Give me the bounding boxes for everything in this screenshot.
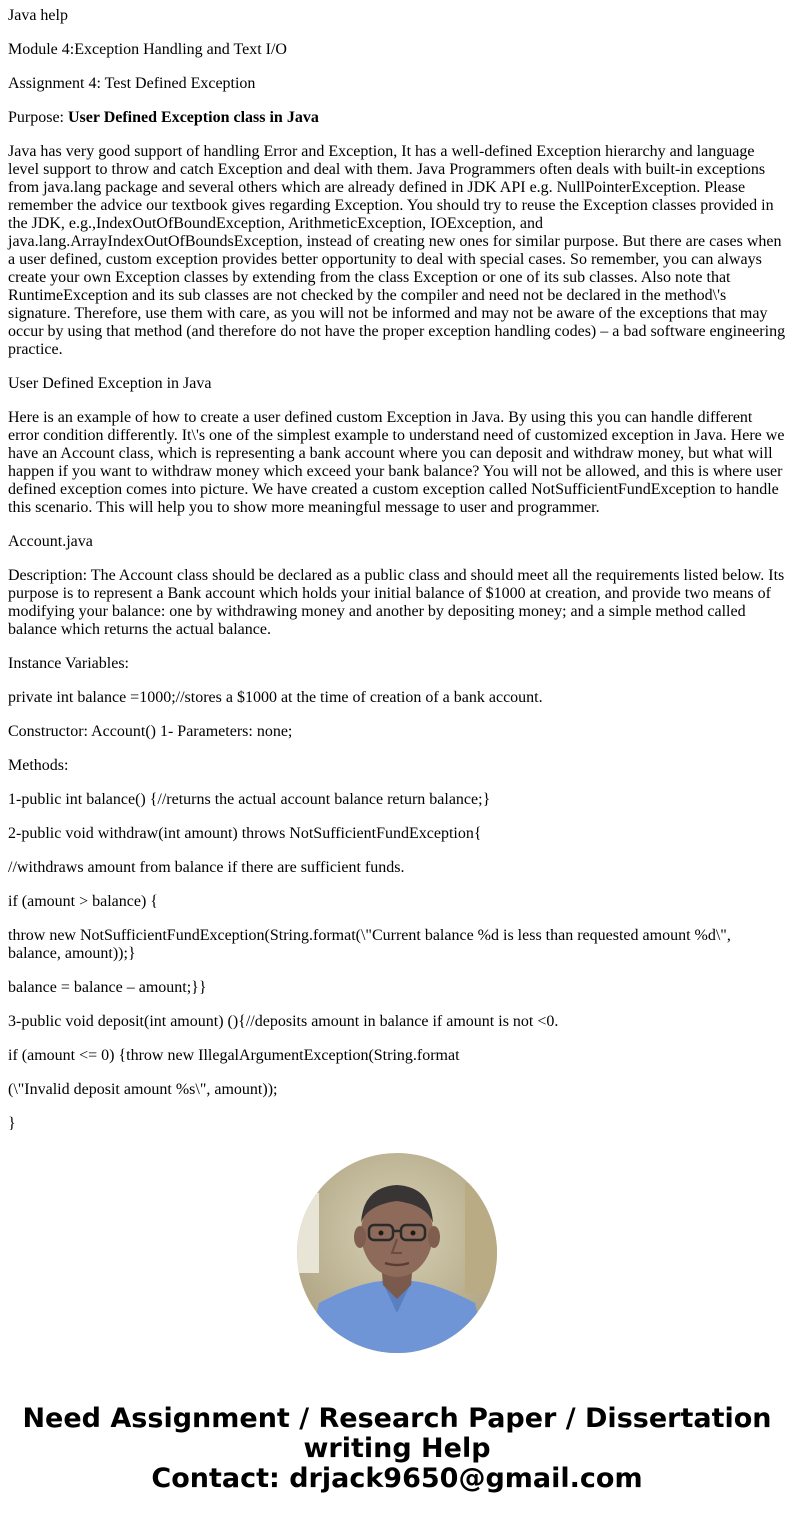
method-balance-line: 1-public int balance() {//returns the actual account balance return balance;} xyxy=(8,791,491,808)
banner-line-1: Need Assignment / Research Paper / Dissertation xyxy=(22,1403,772,1434)
deposit-if-line: if (amount <= 0) {throw new IllegalArgumentException(String.format xyxy=(8,1047,460,1064)
withdraw-comment-line: //withdraws amount from balance if there are sufficient funds. xyxy=(8,859,405,876)
method-withdraw-line: 2-public void withdraw(int amount) throws NotSufficientFundException{ xyxy=(8,825,482,842)
document-content xyxy=(8,0,786,1132)
withdraw-if-line: if (amount > balance) { xyxy=(8,893,158,910)
section-paragraph: Here is an example of how to create a user defined custom Exception in Java. By using this you can handle different error condition differently. It\'s one of the simplest example to understand need of customized exception in Java. Here we have an Account class, which is representing a bank account where you can deposit and withdraw money, but what will happen if you want to withdraw money which exceed your bank balance? You will not be allowed, and this is where user defined exception comes into picture. We have created a custom exception called NotSufficientFundException to handle this scenario. This will help you to show more meaningful message to user and programmer. xyxy=(8,409,785,516)
doc-title: Java help xyxy=(8,7,68,24)
banner-contact-line[interactable]: Contact: drjack9650@gmail.com xyxy=(151,1463,643,1494)
instance-variables-heading: Instance Variables: xyxy=(8,655,129,672)
purpose-line xyxy=(8,109,786,127)
description-paragraph: Description: The Account class should be declared as a public class and should meet all the requirements listed below. Its purpose is to represent a Bank account which holds your initial balance of $1000 at creation, and provide two means of modifying your balance: one by withdrawing money and another by depositing money; and a simple method called balance which returns the actual balance. xyxy=(8,567,785,638)
deposit-args-line: (\"Invalid deposit amount %s\", amount)); xyxy=(8,1081,278,1098)
module-line: Module 4:Exception Handling and Text I/O xyxy=(8,41,287,58)
constructor-line: Constructor: Account() 1- Parameters: none; xyxy=(8,723,293,740)
instance-variable-line: private int balance =1000;//stores a $1000 at the time of creation of a bank account. xyxy=(8,689,543,706)
methods-heading: Methods: xyxy=(8,757,69,774)
intro-paragraph: Java has very good support of handling Error and Exception, It has a well-defined Exception hierarchy and language level support to throw and catch Exception and deal with them. Java Programmers often deals with built-in exceptions from java.lang package and several others which are already defined in JDK API e.g. NullPointerException. Please remember the advice our textbook gives regarding Exception. You should try to reuse the Exception classes provided in the JDK, e.g.,IndexOutOfBoundException, ArithmeticException, IOException, and java.lang.ArrayIndexOutOfBoundsException, instead of creating new ones for similar purpose. But there are cases when a user defined, custom exception provides better opportunity to deal with special cases. So remember, you can always create your own Exception classes by extending from the class Exception or one of its sub classes. Also note that RuntimeException and its sub classes are not checked by the compiler and need not be declared in the method\'s signature. Therefore, use them with care, as you will not be informed and may not be aware of the exceptions that may occur by using that method (and therefore do not have the proper exception handling codes) – a bad software engineering practice. xyxy=(8,143,786,358)
section-heading: User Defined Exception in Java xyxy=(8,375,212,392)
withdraw-throw-line: throw new NotSufficientFundException(String.format(\"Current balance %d is less than requested amount %d\", balance, amount));} xyxy=(8,927,731,962)
purpose-label: Purpose: xyxy=(8,109,68,126)
method-deposit-line: 3-public void deposit(int amount) (){//deposits amount in balance if amount is not <0. xyxy=(8,1013,559,1030)
deposit-end-line: } xyxy=(8,1115,16,1132)
assignment-line: Assignment 4: Test Defined Exception xyxy=(8,75,256,92)
purpose-value: User Defined Exception class in Java xyxy=(68,109,319,126)
file-name: Account.java xyxy=(8,533,93,550)
avatar xyxy=(297,1153,497,1353)
contact-banner xyxy=(0,1404,794,1494)
banner-line-2: writing Help xyxy=(303,1433,491,1464)
withdraw-end-line: balance = balance – amount;}} xyxy=(8,979,207,996)
person-photo-icon xyxy=(297,1153,497,1353)
